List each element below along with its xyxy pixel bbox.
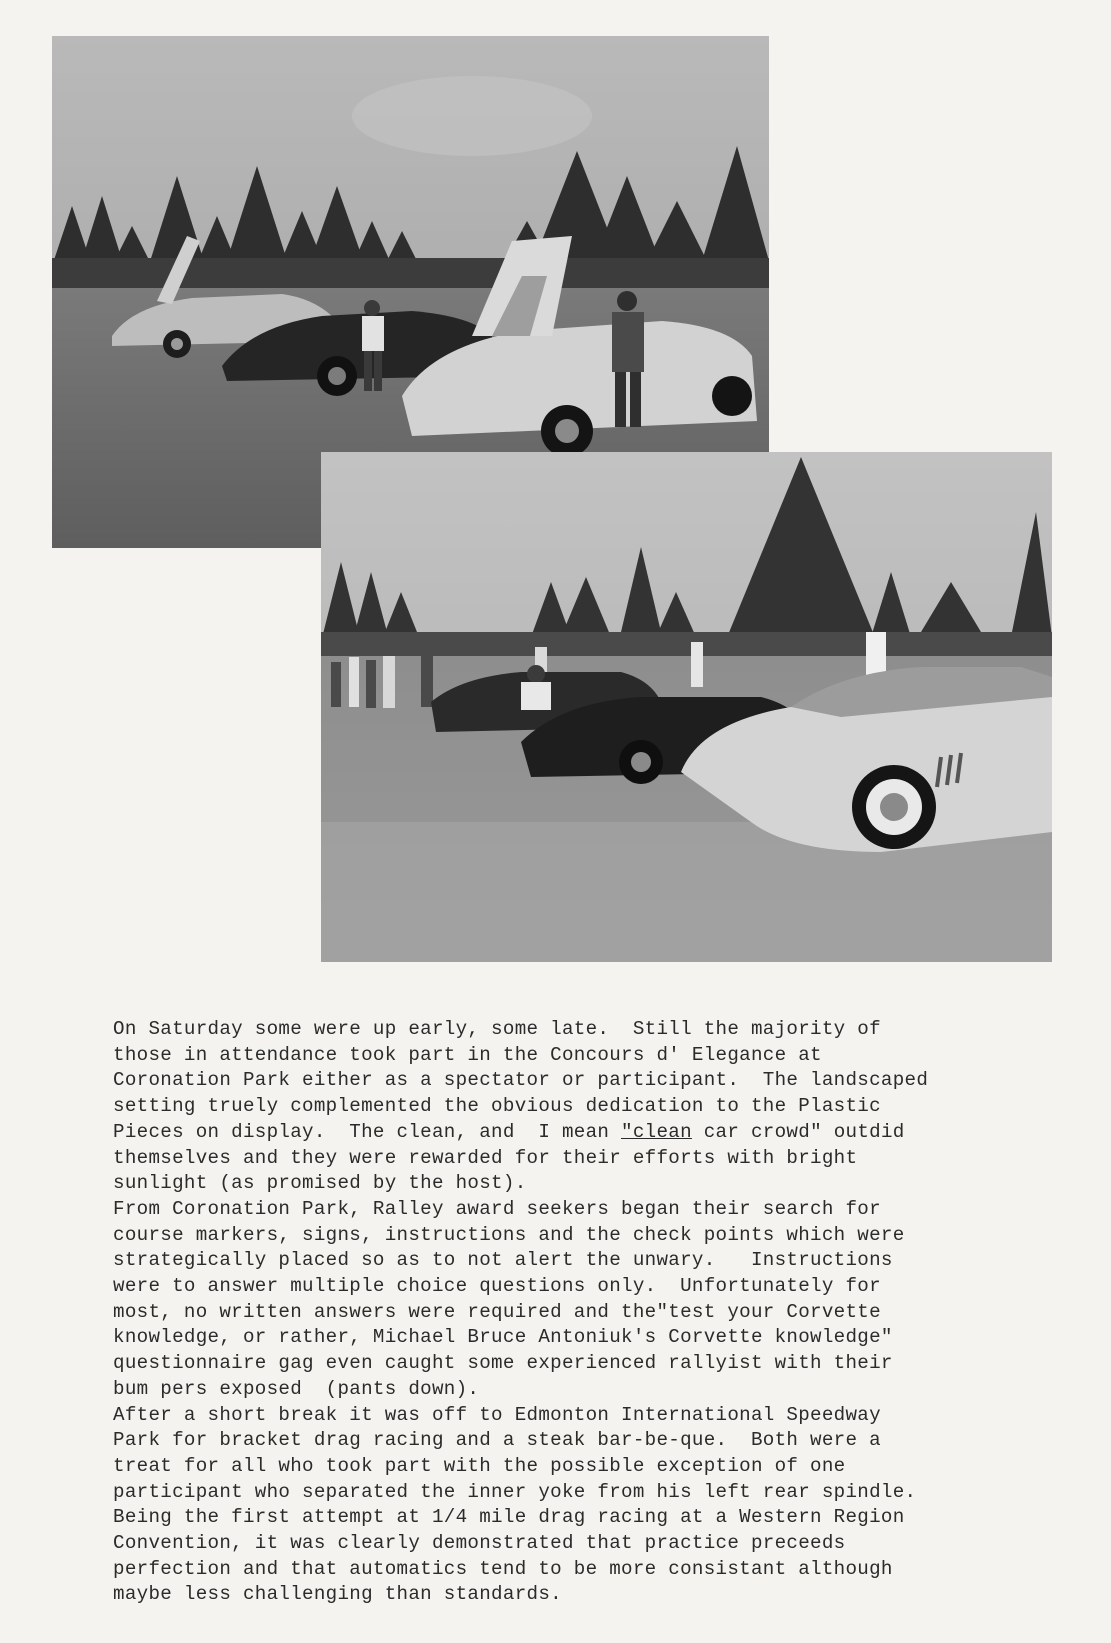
text-line: treat for all who took part with the possible exception of one [113, 1454, 846, 1477]
text-line: were to answer multiple choice questions only. Unfortunately for [113, 1275, 881, 1298]
text-segment: car crowd" outdid [691, 1120, 905, 1143]
photo-bottom-image [321, 452, 1052, 962]
paragraph-1 [113, 1017, 993, 1197]
paragraph-2 [113, 1197, 993, 1403]
text-line: On Saturday some were up early, some late. Still the majority of [113, 1018, 881, 1040]
article-body [113, 1017, 993, 1608]
text-line [113, 1120, 993, 1146]
text-line: bum pers exposed (pants down). [113, 1377, 480, 1400]
text-line: themselves and they were rewarded for their efforts with bright [113, 1146, 858, 1169]
text-line: From Coronation Park, Ralley award seekers began their search for [113, 1197, 881, 1220]
underlined-word: "clean [621, 1120, 692, 1143]
text-line: perfection and that automatics tend to be more consistant although [113, 1557, 893, 1580]
text-line: course markers, signs, instructions and the check points which were [113, 1223, 905, 1246]
text-segment: Pieces on display. The clean, and I mean [113, 1120, 622, 1143]
text-line: sunlight (as promised by the host). [113, 1172, 527, 1195]
text-line: those in attendance took part in the Concours d' Elegance at [113, 1043, 822, 1066]
text-line: Being the first attempt at 1/4 mile drag racing at a Western Region [113, 1506, 905, 1529]
text-line: participant who separated the inner yoke from his left rear spindle. [113, 1480, 917, 1503]
text-line: strategically placed so as to not alert the unwary. Instructions [113, 1249, 893, 1272]
text-line: knowledge, or rather, Michael Bruce Antoniuk's Corvette knowledge" [113, 1326, 893, 1349]
photo-bottom [321, 452, 1052, 962]
text-line: most, no written answers were required and the"test your Corvette [113, 1300, 881, 1323]
text-line: Convention, it was clearly demonstrated that practice preceeds [113, 1532, 846, 1555]
text-line: Coronation Park either as a spectator or participant. The landscaped [113, 1069, 929, 1092]
paragraph-3 [113, 1403, 993, 1609]
text-line: questionnaire gag even caught some experienced rallyist with their [113, 1352, 893, 1375]
text-line: setting truely complemented the obvious dedication to the Plastic [113, 1095, 881, 1118]
text-line: Park for bracket drag racing and a steak bar-be-que. Both were a [113, 1429, 881, 1452]
text-line: maybe less challenging than standards. [113, 1583, 562, 1606]
text-line: After a short break it was off to Edmonton International Speedway [113, 1403, 881, 1426]
